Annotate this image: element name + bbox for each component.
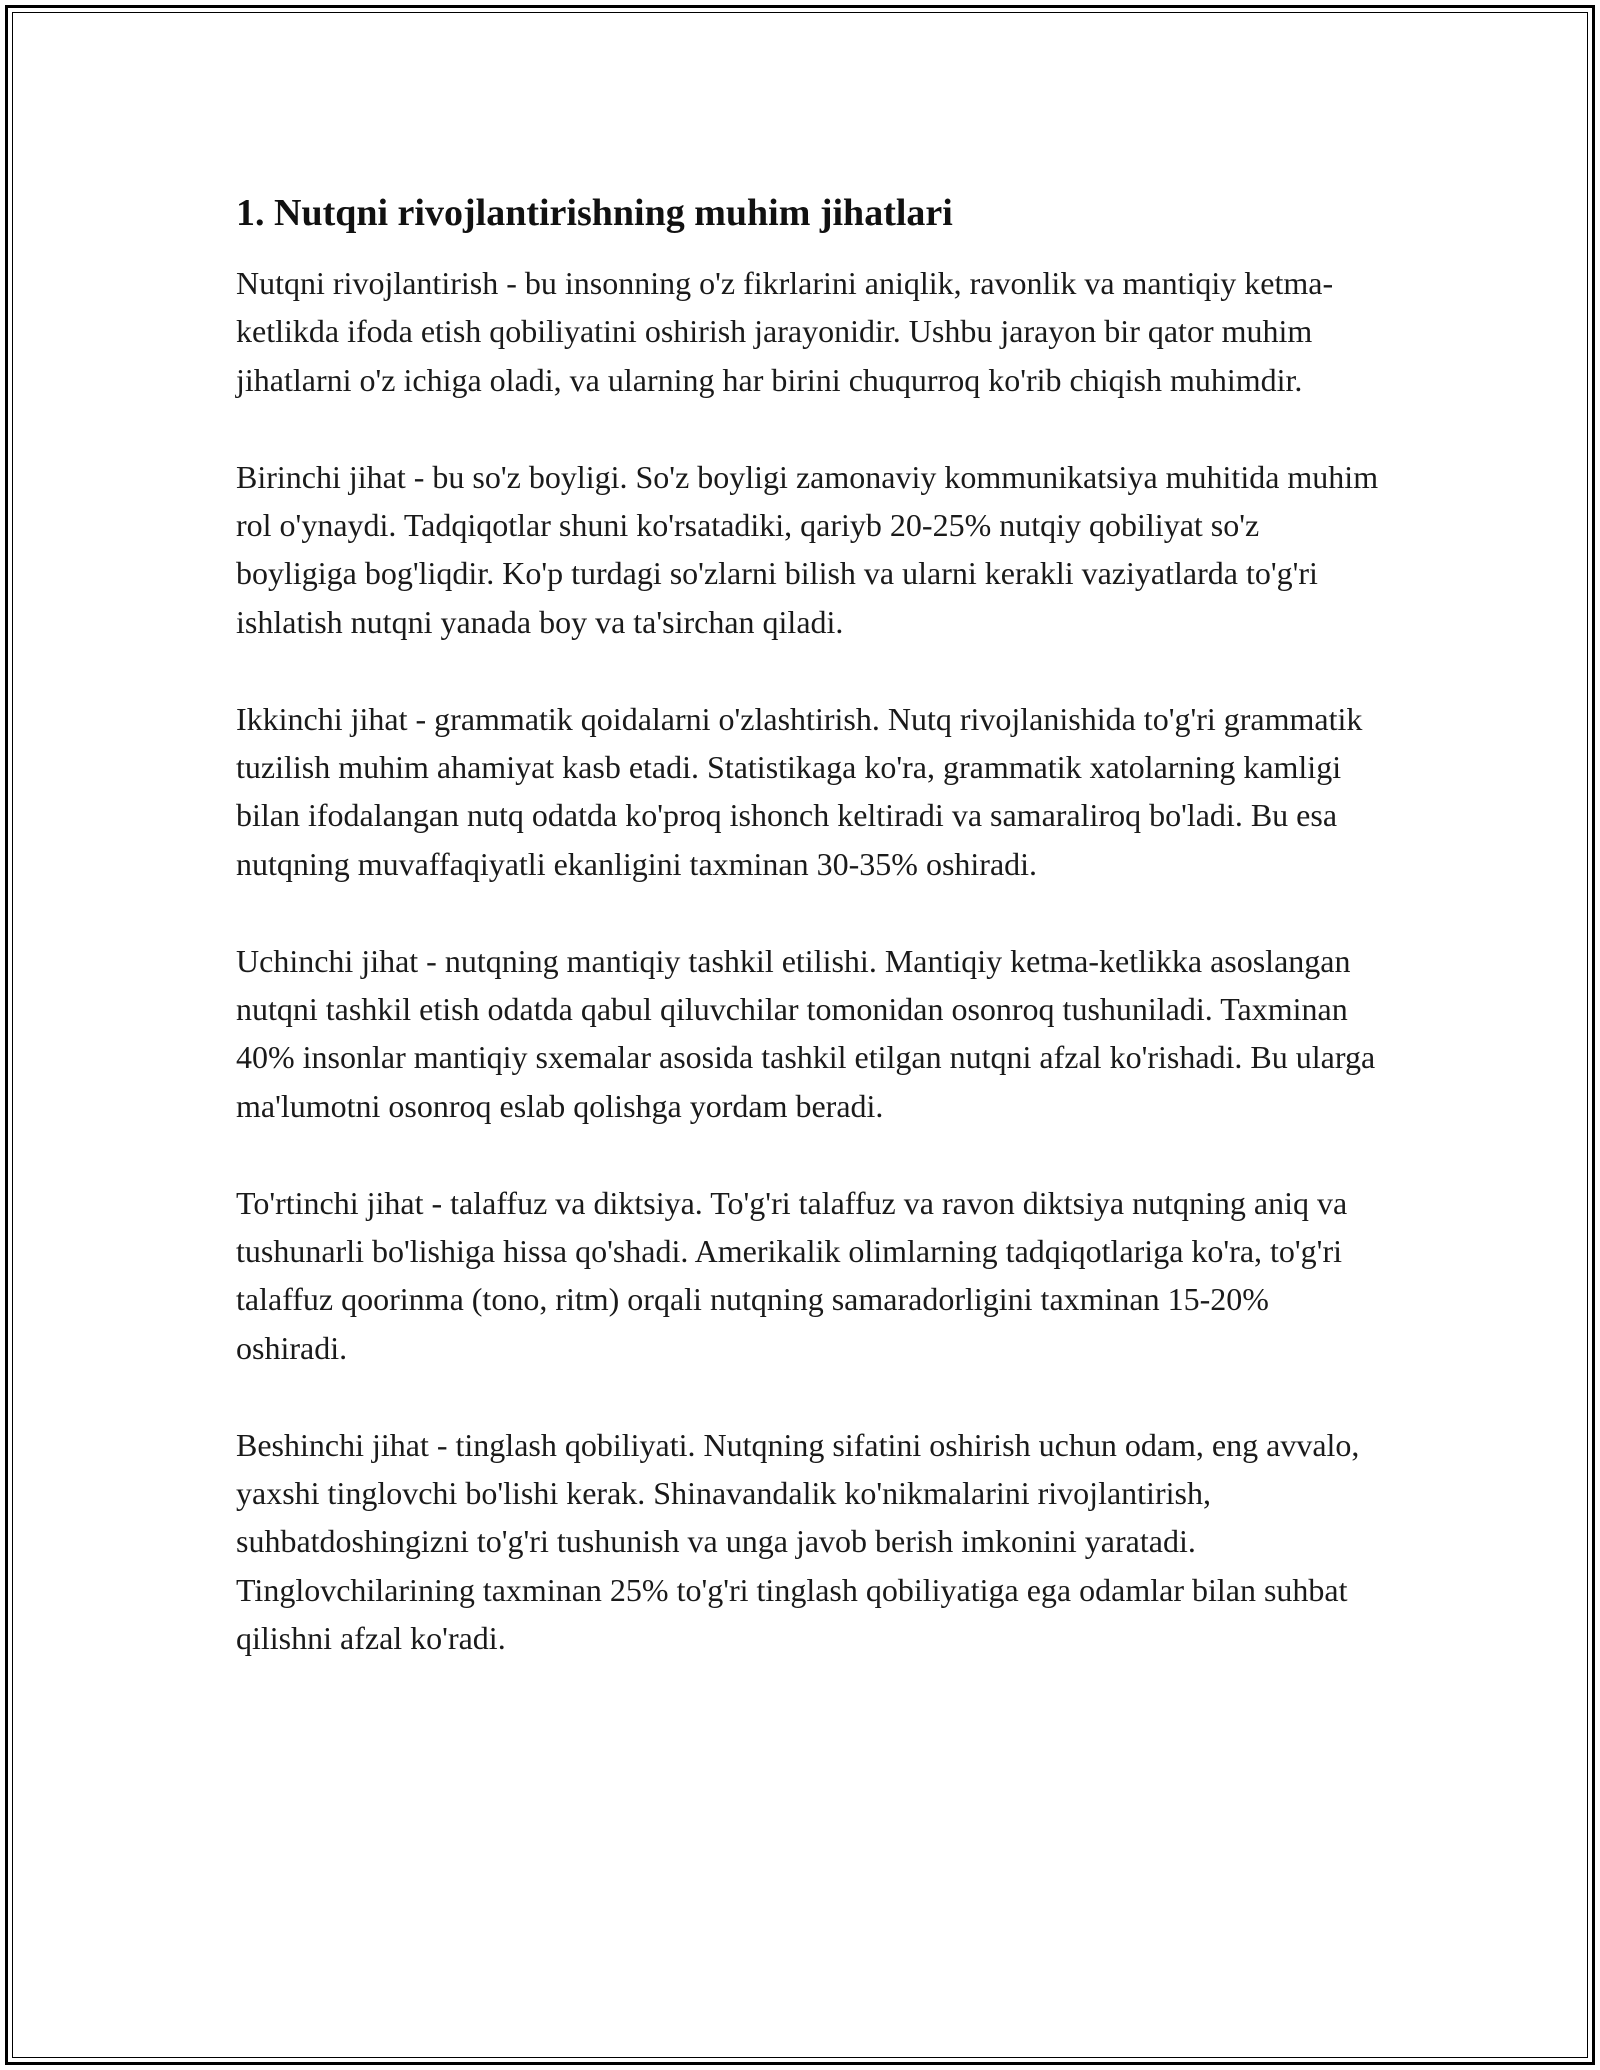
paragraph-listening: Beshinchi jihat - tinglash qobiliyati. Nutqning sifatini oshirish uchun odam, eng avvalo, yaxshi tinglovchi bo'lishi kerak. Shinavandalik ko'nikmalarini rivojlantirish, suhbatdoshingizni to'g'ri tushunish va unga javob berish imkonini yaratadi. Tinglovchilarining taxminan 25% to'g'ri tinglash qobiliyatiga ega odamlar bilan suhbat qilishni afzal ko'radi. [236, 1426, 1360, 1657]
section-title: 1. Nutqni rivojlantirishning muhim jihatlari [236, 192, 953, 234]
paragraph-grammar: Ikkinchi jihat - grammatik qoidalarni o'zlashtirish. Nutq rivojlanishida to'g'ri grammatik tuzilish muhim ahamiyat kasb etadi. Statistikaga ko'ra, grammatik xatolarning kamligi bilan ifodalangan nutq odatda ko'proq ishonch keltiradi va samaraliroq bo'ladi. Bu esa nutqning muvaffaqiyatli ekanligini taxminan 30-35% oshiradi. [236, 700, 1363, 882]
paragraph-pronunciation: To'rtinchi jihat - talaffuz va diktsiya. To'g'ri talaffuz va ravon diktsiya nutqning aniq va tushunarli bo'lishiga hissa qo'shadi. Amerikalik olimlarning tadqiqotlariga ko'ra, to'g'ri talaffuz qoorinma (tono, ritm) orqali nutqning samaradorligini taxminan 15-20% oshiradi. [236, 1184, 1348, 1366]
paragraph-logic: Uchinchi jihat - nutqning mantiqiy tashkil etilishi. Mantiqiy ketma-ketlikka asoslangan nutqni tashkil etish odatda qabul qiluvchilar tomonidan osonroq tushuniladi. Taxminan 40% insonlar mantiqiy sxemalar asosida tashkil etilgan nutqni afzal ko'rishadi. Bu ularga ma'lumotni osonroq eslab qolishga yordam beradi. [236, 942, 1376, 1124]
paragraph-vocabulary: Birinchi jihat - bu so'z boyligi. So'z boyligi zamonaviy kommunikatsiya muhitida muhim rol o'ynaydi. Tadqiqotlar shuni ko'rsatadiki, qariyb 20-25% nutqiy qobiliyat so'z boyligiga bog'liqdir. Ko'p turdagi so'zlarni bilish va ularni kerakli vaziyatlarda to'g'ri ishlatish nutqni yanada boy va ta'sirchan qiladi. [236, 458, 1379, 640]
paragraph-intro: Nutqni rivojlantirish - bu insonning o'z fikrlarini aniqlik, ravonlik va mantiqiy ketma-ketlikda ifoda etish qobiliyatini oshirish jarayonidir. Ushbu jarayon bir qator muhim jihatlarni o'z ichiga oladi, va ularning har birini chuqurroq ko'rib chiqish muhimdir. [236, 265, 1334, 398]
document-body [236, 185, 1386, 1663]
